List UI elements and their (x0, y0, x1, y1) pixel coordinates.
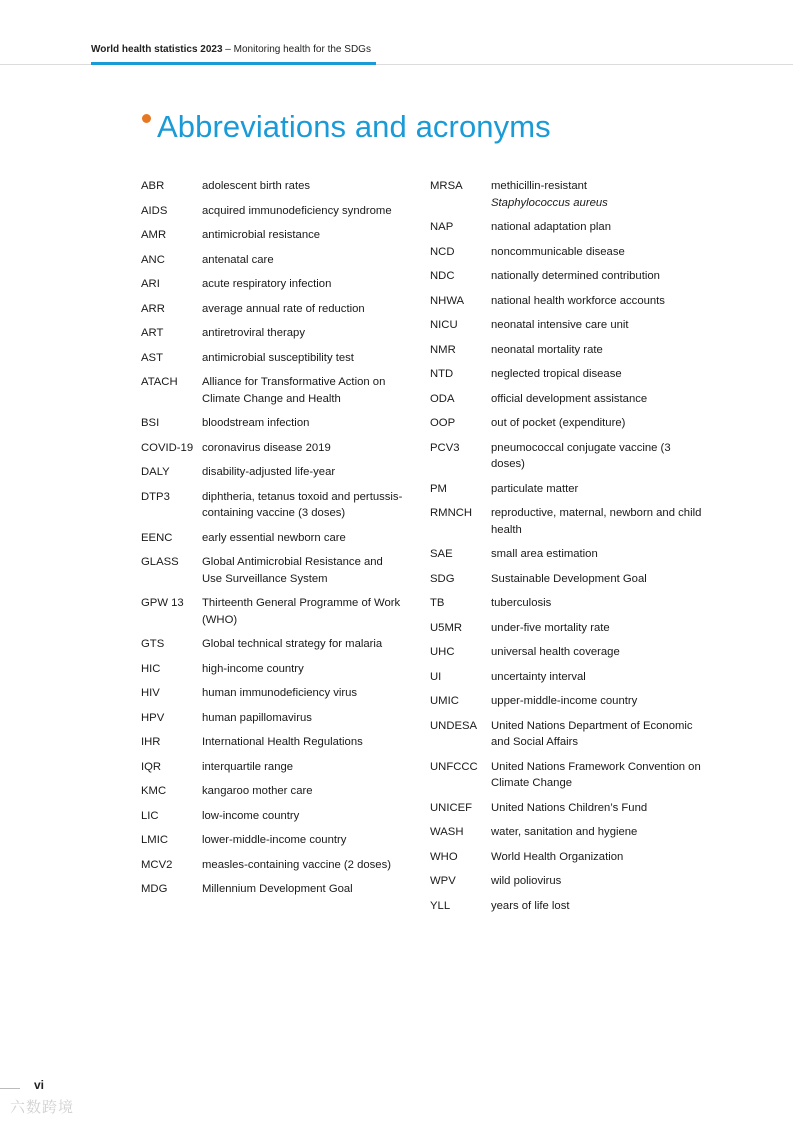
abbreviation-entry (430, 571, 705, 588)
abbreviation-entry (430, 620, 705, 637)
definition-text: out of pocket (expenditure) (491, 417, 626, 429)
header-subtitle: – Monitoring health for the SDGs (222, 44, 371, 55)
definition-italic-text: Staphylococcus aureus (491, 196, 608, 209)
definition-text: antimicrobial susceptibility test (202, 351, 354, 364)
abbreviation-term: HPV (141, 711, 165, 724)
definition-text: acquired immunodeficiency syndrome (202, 204, 392, 217)
abbreviation-entry (141, 374, 403, 407)
abbreviation-term: COVID-19 (141, 441, 194, 454)
abbreviation-term: EENC (141, 531, 173, 544)
abbreviation-term: MRSA (430, 180, 463, 192)
abbreviation-term: UNDESA (430, 719, 478, 732)
abbreviation-entry (430, 481, 705, 498)
abbreviation-definition (491, 219, 705, 236)
abbreviation-definition (202, 464, 403, 481)
abbreviation-term: HIC (141, 662, 161, 675)
abbreviation-entry (141, 178, 403, 195)
abbreviation-term: UNFCCC (430, 760, 478, 773)
abbreviation-entry (141, 301, 403, 318)
abbreviation-entry (141, 464, 403, 481)
definition-text: official development assistance (491, 392, 648, 405)
abbreviation-term: ARR (141, 302, 165, 315)
abbreviation-entry (141, 227, 403, 244)
abbreviation-term: PCV3 (430, 441, 460, 454)
definition-text: neglected tropical disease (491, 368, 622, 380)
definition-text: Alliance for Transformative Action on Climate Change and Health (202, 376, 386, 405)
definition-text: human immunodeficiency virus (202, 687, 358, 699)
abbreviation-term: LMIC (141, 834, 168, 846)
abbreviation-definition (202, 350, 403, 367)
abbreviation-term: NDC (430, 270, 455, 282)
abbreviation-definition (491, 571, 705, 588)
abbreviation-term: NTD (430, 368, 454, 380)
definition-text: universal health coverage (491, 646, 620, 658)
abbreviation-entry (141, 832, 403, 849)
abbreviation-term: ODA (430, 392, 455, 405)
definition-text: tuberculosis (491, 597, 552, 609)
abbreviations-column-left (141, 178, 403, 906)
definition-text: average annual rate of reduction (202, 302, 365, 315)
definition-text: Global Antimicrobial Resistance and Use Surveillance System (202, 556, 383, 585)
abbreviation-definition (491, 718, 705, 751)
definition-text: antiretroviral therapy (202, 327, 305, 339)
abbreviation-entry (141, 440, 403, 457)
abbreviation-term: HIV (141, 687, 160, 699)
abbreviation-term: MDG (141, 883, 168, 895)
definition-text: national adaptation plan (491, 221, 611, 233)
abbreviation-term: ARI (141, 278, 160, 290)
definition-text: years of life lost (491, 899, 570, 912)
header-report-title: World health statistics 2023 (91, 44, 223, 55)
abbreviation-term: KMC (141, 785, 167, 797)
definition-text: upper-middle-income country (491, 695, 638, 707)
abbreviation-definition (491, 620, 705, 637)
abbreviation-term: MCV2 (141, 858, 173, 871)
abbreviation-definition (491, 898, 705, 915)
abbreviation-term: WHO (430, 850, 458, 863)
abbreviation-entry (430, 391, 705, 408)
definition-text: water, sanitation and hygiene (491, 826, 638, 838)
definition-text: Global technical strategy for malaria (202, 638, 383, 650)
abbreviation-entry (141, 881, 403, 898)
abbreviation-definition (202, 832, 403, 849)
abbreviation-entry (430, 293, 705, 310)
abbreviation-term: GPW 13 (141, 597, 184, 609)
abbreviation-definition (491, 644, 705, 661)
abbreviation-entry (430, 342, 705, 359)
abbreviation-entry (141, 661, 403, 678)
abbreviation-definition (202, 661, 403, 678)
definition-text: small area estimation (491, 548, 598, 560)
abbreviations-column-right (430, 178, 705, 922)
definition-text: United Nations Framework Convention on Climate Change (491, 760, 701, 789)
abbreviation-term: ATACH (141, 376, 178, 388)
abbreviation-entry (141, 415, 403, 432)
abbreviation-definition (491, 759, 705, 792)
abbreviation-entry (141, 783, 403, 800)
abbreviation-definition (491, 342, 705, 359)
abbreviation-term: NCD (430, 245, 455, 258)
abbreviation-term: NHWA (430, 294, 465, 307)
header-accent-bar (91, 62, 376, 65)
abbreviation-term: UHC (430, 646, 455, 658)
abbreviation-term: SDG (430, 572, 455, 585)
abbreviation-entry (430, 644, 705, 661)
abbreviation-term: YLL (430, 899, 451, 912)
definition-text: neonatal intensive care unit (491, 319, 629, 331)
abbreviation-entry (430, 849, 705, 866)
abbreviation-definition (202, 734, 403, 751)
abbreviation-definition (491, 693, 705, 710)
abbreviation-entry (141, 252, 403, 269)
definition-text: measles-containing vaccine (2 doses) (202, 858, 392, 871)
page-title-block (142, 108, 551, 146)
abbreviation-definition (202, 374, 403, 407)
abbreviation-definition (202, 554, 403, 587)
definition-text: particulate matter (491, 482, 579, 495)
definition-text: acute respiratory infection (202, 278, 332, 290)
abbreviation-definition (202, 685, 403, 702)
abbreviation-term: U5MR (430, 621, 463, 634)
abbreviation-definition (202, 301, 403, 318)
abbreviation-term: RMNCH (430, 507, 473, 519)
abbreviation-term: ANC (141, 253, 165, 266)
abbreviation-definition (202, 178, 403, 195)
abbreviation-term: AST (141, 351, 163, 364)
abbreviation-entry (141, 554, 403, 587)
abbreviation-entry (430, 873, 705, 890)
abbreviation-definition (202, 595, 403, 628)
abbreviation-entry (141, 276, 403, 293)
abbreviation-definition (202, 440, 403, 457)
definition-text: low-income country (202, 809, 300, 822)
abbreviation-term: DALY (141, 466, 170, 478)
abbreviation-term: IHR (141, 736, 161, 748)
definition-text: reproductive, maternal, newborn and child health (491, 507, 702, 536)
abbreviation-entry (430, 898, 705, 915)
abbreviation-definition (491, 178, 705, 211)
abbreviation-term: NAP (430, 221, 454, 233)
abbreviation-entry (430, 546, 705, 563)
abbreviation-entry (141, 710, 403, 727)
definition-text: adolescent birth rates (202, 180, 311, 192)
abbreviation-term: ART (141, 327, 164, 339)
abbreviation-term: BSI (141, 417, 160, 429)
abbreviation-definition (491, 244, 705, 261)
abbreviation-definition (202, 227, 403, 244)
abbreviation-entry (430, 415, 705, 432)
abbreviation-entry (430, 669, 705, 686)
abbreviation-term: SAE (430, 548, 453, 560)
definition-text: noncommunicable disease (491, 245, 625, 258)
abbreviation-entry (430, 178, 705, 211)
abbreviation-definition (491, 440, 705, 473)
abbreviation-entry (141, 530, 403, 547)
abbreviation-entry (430, 219, 705, 236)
abbreviation-definition (491, 481, 705, 498)
abbreviation-definition (202, 489, 403, 522)
abbreviation-definition (202, 857, 403, 874)
abbreviation-entry (430, 505, 705, 538)
abbreviation-definition (491, 293, 705, 310)
abbreviation-entry (430, 693, 705, 710)
abbreviation-entry (430, 824, 705, 841)
abbreviation-entry (141, 595, 403, 628)
abbreviation-definition (491, 800, 705, 817)
abbreviation-term: UI (430, 670, 442, 683)
definition-text: high-income country (202, 662, 304, 675)
abbreviation-entry (430, 268, 705, 285)
abbreviation-entry (141, 857, 403, 874)
abbreviation-definition (491, 669, 705, 686)
running-header (91, 44, 371, 55)
abbreviation-definition (202, 276, 403, 293)
abbreviation-term: GTS (141, 638, 165, 650)
definition-text: under-five mortality rate (491, 621, 610, 634)
abbreviation-term: LIC (141, 809, 159, 822)
definition-text: coronavirus disease 2019 (202, 441, 331, 454)
abbreviation-definition (491, 317, 705, 334)
definition-text: Thirteenth General Programme of Work (WHO) (202, 597, 401, 626)
abbreviation-term: UNICEF (430, 801, 473, 814)
abbreviation-term: ABR (141, 180, 165, 192)
title-bullet-icon (142, 114, 151, 123)
abbreviation-term: PM (430, 482, 447, 495)
definition-text: neonatal mortality rate (491, 343, 603, 356)
abbreviation-entry (430, 440, 705, 473)
abbreviation-entry (141, 325, 403, 342)
definition-text: early essential newborn care (202, 531, 346, 544)
abbreviation-definition (491, 391, 705, 408)
abbreviation-entry (141, 489, 403, 522)
abbreviation-entry (430, 800, 705, 817)
abbreviation-entry (430, 244, 705, 261)
abbreviation-definition (202, 636, 403, 653)
abbreviation-definition (202, 881, 403, 898)
abbreviation-term: GLASS (141, 556, 179, 568)
definition-text: lower-middle-income country (202, 834, 347, 846)
definition-text: uncertainty interval (491, 670, 586, 683)
abbreviation-term: NICU (430, 319, 458, 331)
abbreviation-definition (491, 268, 705, 285)
abbreviation-definition (491, 366, 705, 383)
abbreviation-entry (141, 203, 403, 220)
definition-text: kangaroo mother care (202, 785, 313, 797)
watermark: 六数跨境 (10, 1099, 75, 1116)
abbreviation-definition (491, 415, 705, 432)
abbreviation-term: NMR (430, 343, 456, 356)
definition-text: United Nations Department of Economic and Social Affairs (491, 719, 693, 748)
abbreviation-entry (141, 636, 403, 653)
definition-text: United Nations Children’s Fund (491, 801, 648, 814)
abbreviation-definition (202, 203, 403, 220)
definition-text: wild poliovirus (491, 875, 562, 887)
abbreviation-entry (141, 759, 403, 776)
abbreviation-term: AIDS (141, 204, 168, 217)
definition-text: interquartile range (202, 760, 294, 773)
definition-text: antenatal care (202, 253, 274, 266)
abbreviation-term: UMIC (430, 695, 459, 707)
abbreviation-definition (491, 595, 705, 612)
abbreviation-definition (202, 415, 403, 432)
definition-text: International Health Regulations (202, 736, 363, 748)
abbreviation-entry (430, 595, 705, 612)
definition-text: World Health Organization (491, 850, 624, 863)
abbreviation-term: WASH (430, 826, 464, 838)
abbreviation-entry (430, 366, 705, 383)
abbreviation-entry (141, 350, 403, 367)
definition-text: disability-adjusted life-year (202, 466, 336, 478)
abbreviation-definition (202, 808, 403, 825)
abbreviation-definition (491, 546, 705, 563)
abbreviation-entry (141, 685, 403, 702)
abbreviation-term: AMR (141, 229, 167, 241)
abbreviation-definition (202, 710, 403, 727)
page-number: vi (34, 1078, 45, 1092)
definition-text: national health workforce accounts (491, 294, 665, 307)
abbreviation-definition (491, 505, 705, 538)
definition-text: antimicrobial resistance (202, 229, 321, 241)
abbreviation-term: WPV (430, 875, 456, 887)
abbreviation-entry (141, 734, 403, 751)
abbreviation-definition (202, 783, 403, 800)
footer-divider (0, 1088, 20, 1089)
abbreviation-term: IQR (141, 760, 162, 773)
definition-text: bloodstream infection (202, 417, 310, 429)
abbreviation-term: TB (430, 597, 445, 609)
abbreviation-term: DTP3 (141, 490, 170, 503)
abbreviation-entry (141, 808, 403, 825)
abbreviation-definition (202, 759, 403, 776)
abbreviation-definition (202, 252, 403, 269)
abbreviation-definition (491, 824, 705, 841)
definition-text: nationally determined contribution (491, 270, 660, 282)
abbreviation-entry (430, 718, 705, 751)
definition-text: Millennium Development Goal (202, 883, 353, 895)
abbreviation-definition (491, 873, 705, 890)
abbreviation-term: OOP (430, 417, 456, 429)
abbreviation-definition (202, 530, 403, 547)
definition-text: diphtheria, tetanus toxoid and pertussis-containing vaccine (3 doses) (202, 490, 403, 519)
definition-text: Sustainable Development Goal (491, 572, 647, 585)
page-title: Abbreviations and acronyms (157, 109, 551, 144)
definition-text: methicillin-resistant (491, 180, 588, 192)
definition-text: human papillomavirus (202, 711, 312, 724)
abbreviation-definition (491, 849, 705, 866)
abbreviation-entry (430, 759, 705, 792)
abbreviation-entry (430, 317, 705, 334)
definition-text: pneumococcal conjugate vaccine (3 doses) (491, 441, 671, 470)
abbreviation-definition (202, 325, 403, 342)
